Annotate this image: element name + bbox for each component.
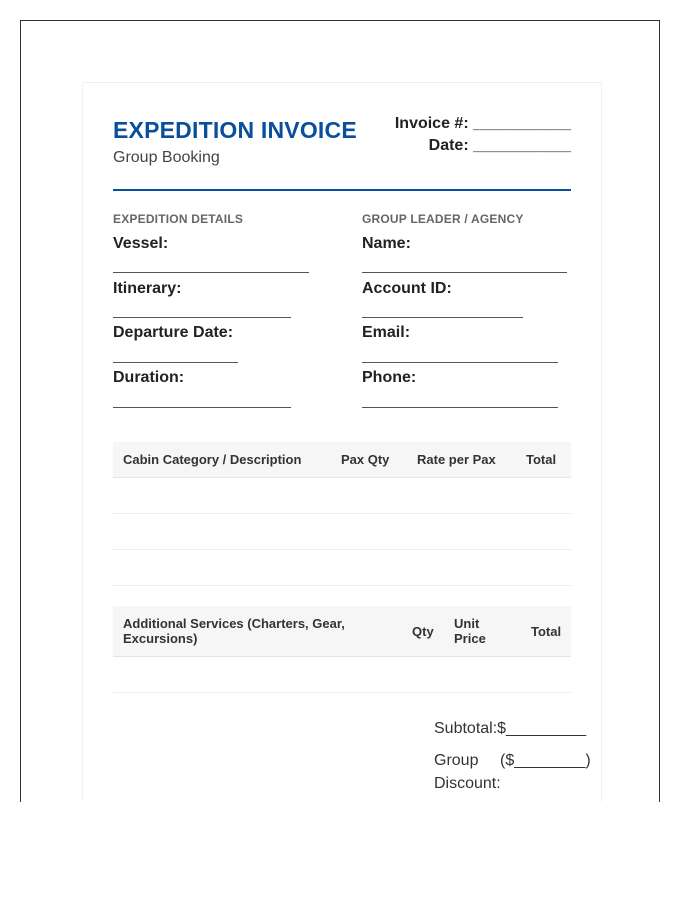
itinerary-field[interactable] (113, 317, 291, 318)
cabin-col-pax-qty: Pax Qty (341, 452, 390, 467)
name-label: Name: (362, 235, 411, 252)
departure-date-field[interactable] (113, 362, 238, 363)
account-id-label: Account ID: (362, 280, 452, 297)
invoice-date-label: Date: (428, 137, 469, 154)
page-frame (20, 20, 660, 802)
discount-label-line1: Group (434, 752, 479, 769)
cabin-col-description: Cabin Category / Description (123, 452, 302, 467)
email-label: Email: (362, 324, 411, 341)
table-row[interactable] (113, 585, 571, 586)
header-divider (113, 189, 571, 191)
expedition-details-heading: EXPEDITION DETAILS (113, 212, 244, 226)
invoice-number-label: Invoice #: (394, 115, 469, 132)
email-field[interactable] (362, 362, 558, 363)
cabin-col-rate: Rate per Pax (417, 452, 496, 467)
discount-field[interactable]: ($________) (500, 752, 591, 769)
itinerary-label: Itinerary: (113, 280, 182, 297)
subtotal-label: Subtotal: (434, 720, 498, 737)
table-row[interactable] (113, 692, 571, 693)
invoice-date-row (429, 137, 571, 155)
services-table-header (113, 606, 571, 657)
cabin-col-total: Total (526, 452, 557, 467)
invoice-title: EXPEDITION INVOICE (113, 117, 357, 143)
invoice-date-field[interactable]: ___________ (473, 137, 571, 154)
table-row[interactable] (113, 549, 571, 550)
discount-label-line2: Discount: (434, 775, 501, 792)
invoice-sheet (82, 82, 602, 802)
cabin-table-header (113, 442, 571, 478)
name-field[interactable] (362, 272, 567, 273)
vessel-label: Vessel: (113, 235, 169, 252)
subtotal-row (434, 720, 586, 738)
duration-field[interactable] (113, 407, 291, 408)
invoice-number-field[interactable]: ___________ (473, 115, 571, 132)
account-id-field[interactable] (362, 317, 523, 318)
invoice-number-row (395, 115, 571, 133)
phone-field[interactable] (362, 407, 558, 408)
group-leader-heading: GROUP LEADER / AGENCY (362, 212, 524, 226)
services-col-unit-price: Unit Price (454, 616, 486, 646)
subtotal-field[interactable]: $_________ (497, 720, 587, 737)
duration-label: Duration: (113, 369, 185, 386)
vessel-field[interactable] (113, 272, 309, 273)
services-col-qty: Qty (412, 624, 434, 639)
services-col-description: Additional Services (Charters, Gear, Excursions) (123, 616, 345, 646)
departure-date-label: Departure Date: (113, 324, 234, 341)
invoice-subtitle: Group Booking (113, 149, 220, 166)
services-col-total: Total (531, 624, 562, 639)
table-row[interactable] (113, 513, 571, 514)
phone-label: Phone: (362, 369, 417, 386)
